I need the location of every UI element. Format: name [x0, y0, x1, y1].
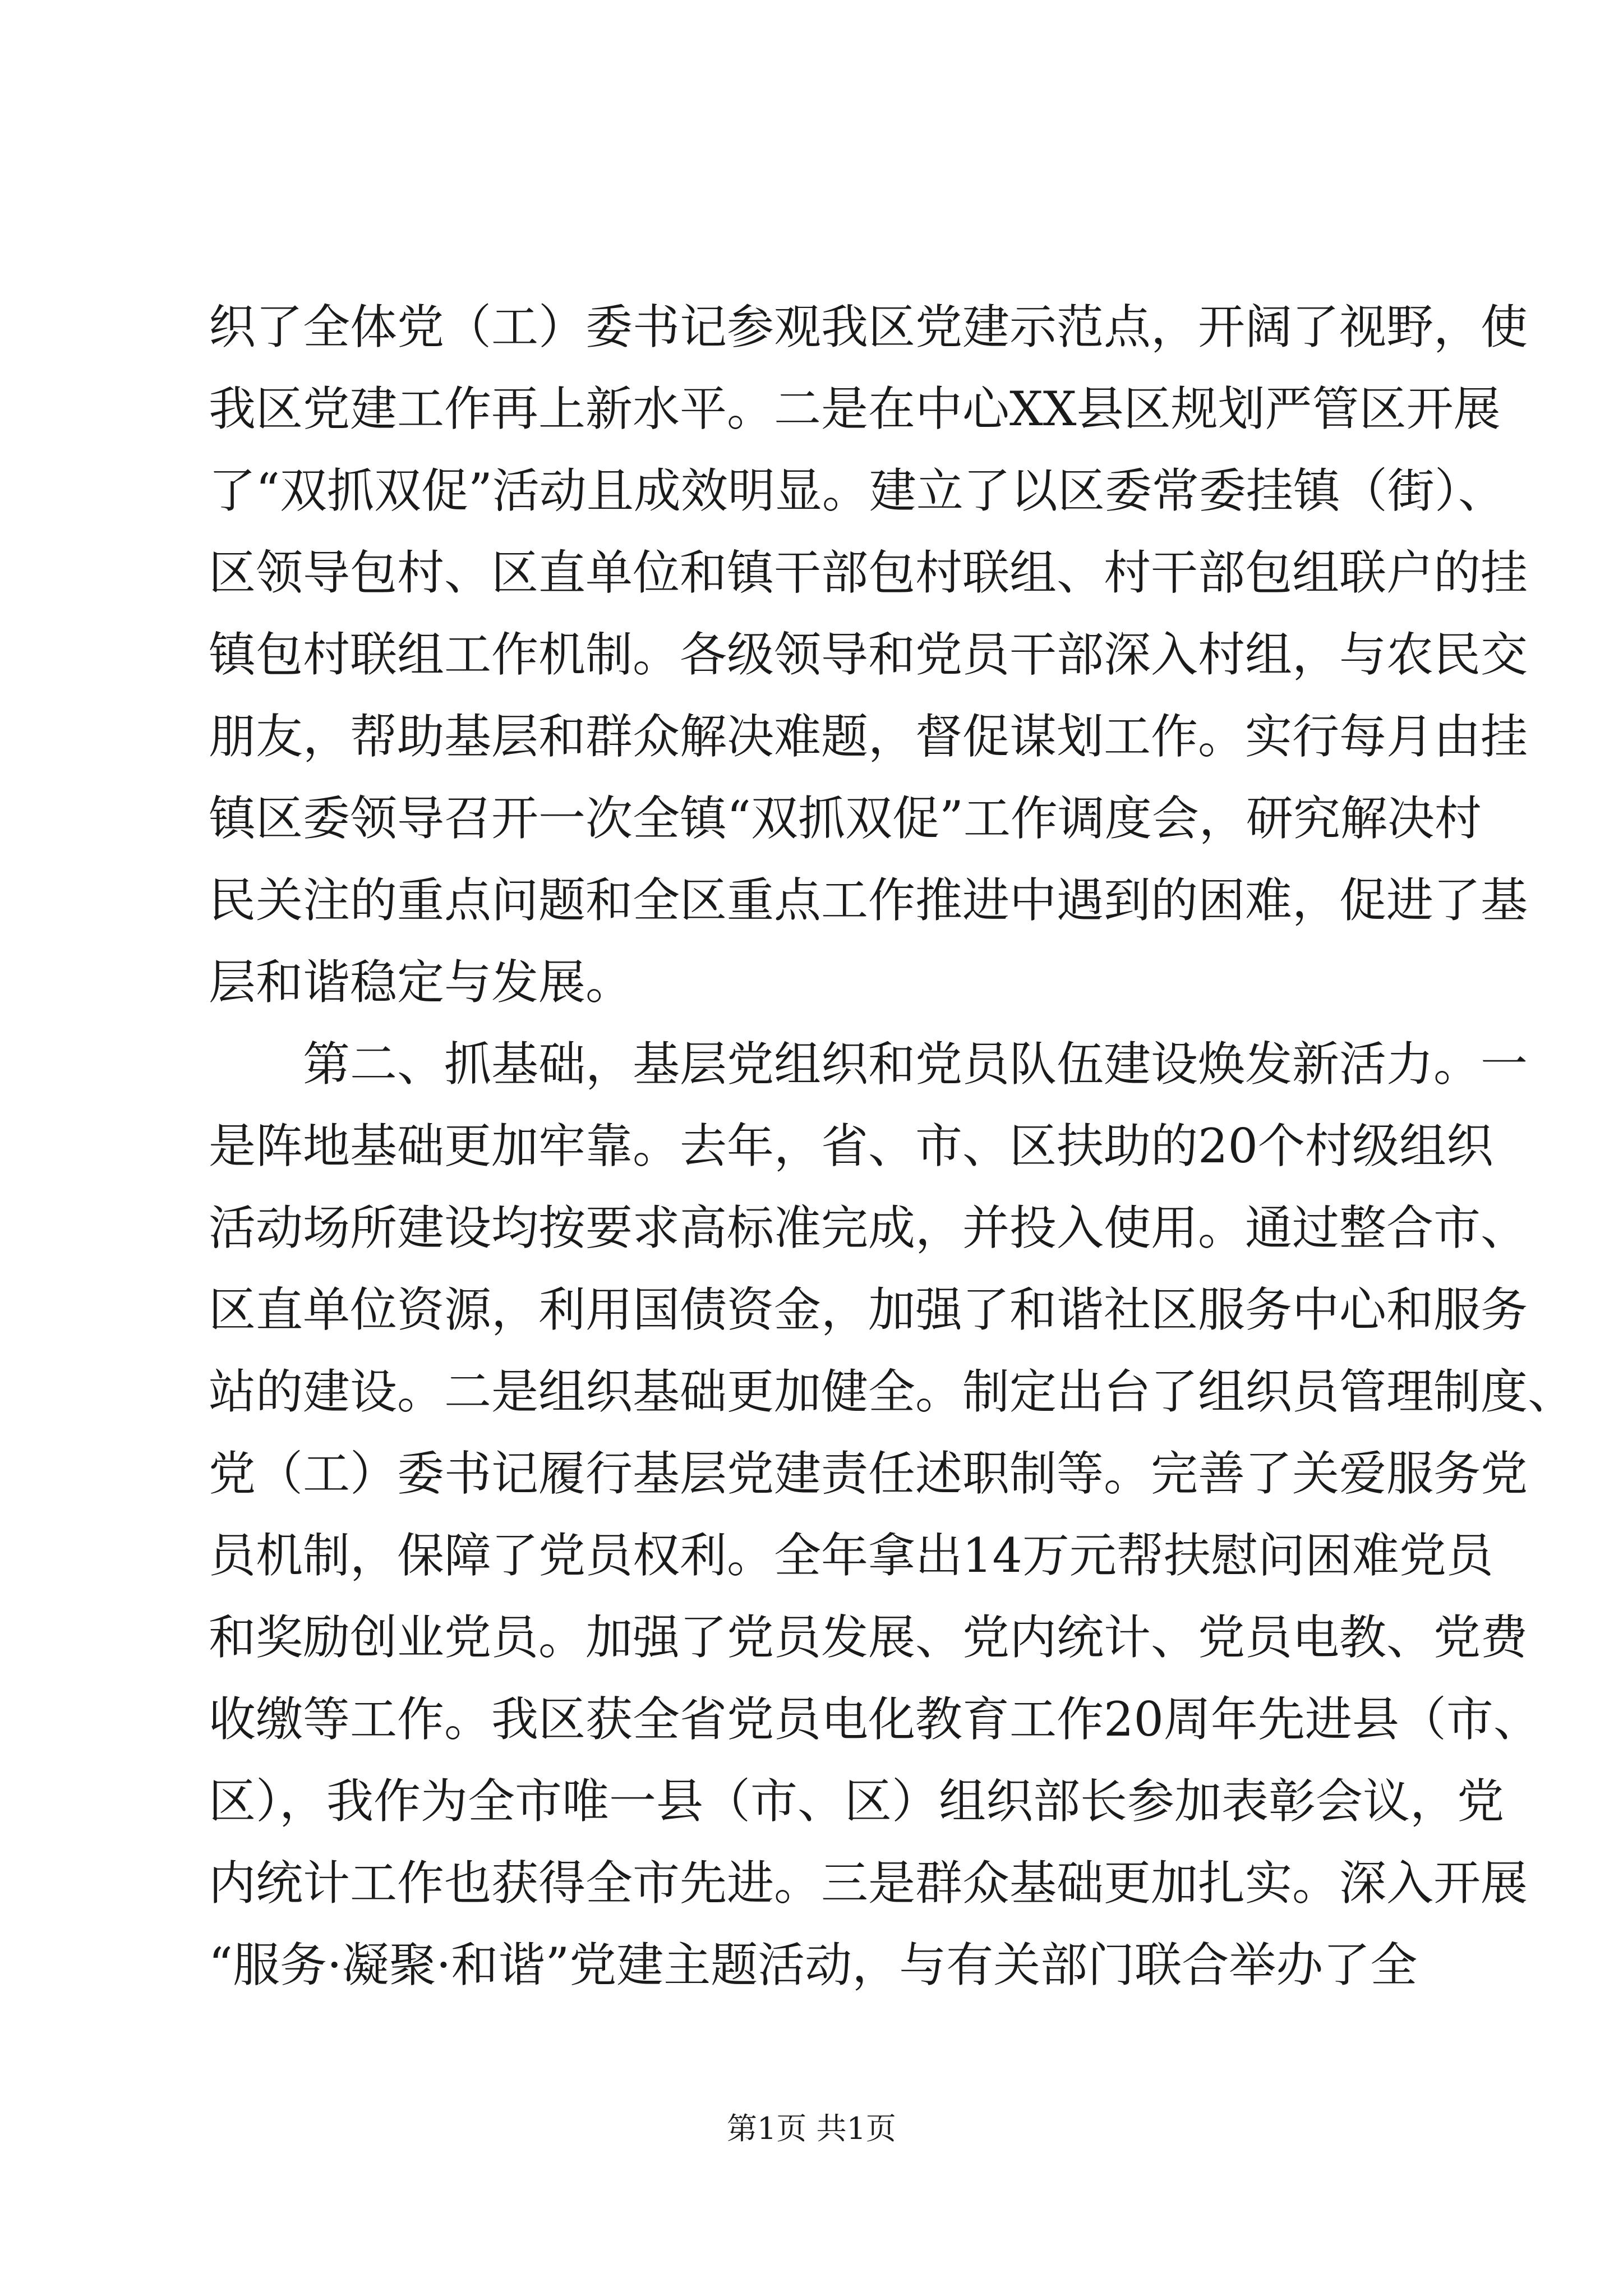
text-line: 层和谐稳定与发展。 [209, 955, 633, 1010]
document-body [209, 286, 1575, 2006]
text-line: 了“双抓双促”活动且成效明显。建立了以区委常委挂镇（街）、 [209, 463, 1505, 518]
text-line: 我区党建工作再上新水平。二是在中心XX县区规划严管区开展 [209, 381, 1501, 436]
text-line: 织了全体党（工）委书记参观我区党建示范点，开阔了视野，使 [209, 300, 1528, 355]
paragraph-start-line: 第二、抓基础，基层党组织和党员队伍建设焕发新活力。一 [209, 1037, 1528, 1092]
text-line: 员机制，保障了党员权利。全年拿出14万元帮扶慰问困难党员 [209, 1528, 1493, 1583]
text-line: “服务·凝聚·和谐”党建主题活动，与有关部门联合举办了全 [209, 1938, 1418, 1993]
text-line: 和奖励创业党员。加强了党员发展、党内统计、党员电教、党费 [209, 1610, 1528, 1665]
text-line: 镇包村联组工作机制。各级领导和党员干部深入村组，与农民交 [209, 627, 1528, 682]
text-line: 活动场所建设均按要求高标准完成，并投入使用。通过整合市、 [209, 1200, 1528, 1255]
text-line: 镇区委领导召开一次全镇“双抓双促”工作调度会，研究解决村 [209, 791, 1482, 846]
page-footer: 第1页 共1页 [727, 2111, 896, 2146]
text-line: 是阵地基础更加牢靠。去年，省、市、区扶助的20个村级组织 [209, 1119, 1493, 1174]
text-line: 党（工）委书记履行基层党建责任述职制等。完善了关爱服务党 [209, 1446, 1528, 1501]
text-line: 朋友，帮助基层和群众解决难题，督促谋划工作。实行每月由挂 [209, 709, 1528, 764]
text-line: 民关注的重点问题和全区重点工作推进中遇到的困难，促进了基 [209, 873, 1528, 928]
text-line: 站的建设。二是组织基础更加健全。制定出台了组织员管理制度、 [209, 1364, 1575, 1419]
text-line: 内统计工作也获得全市先进。三是群众基础更加扎实。深入开展 [209, 1856, 1528, 1911]
text-line: 区直单位资源，利用国债资金，加强了和谐社区服务中心和服务 [209, 1282, 1528, 1337]
text-line: 收缴等工作。我区获全省党员电化教育工作20周年先进县（市、 [209, 1692, 1541, 1747]
text-line: 区），我作为全市唯一县（市、区）组织部长参加表彰会议，党 [209, 1774, 1505, 1829]
text-line: 区领导包村、区直单位和镇干部包村联组、村干部包组联户的挂 [209, 545, 1528, 600]
